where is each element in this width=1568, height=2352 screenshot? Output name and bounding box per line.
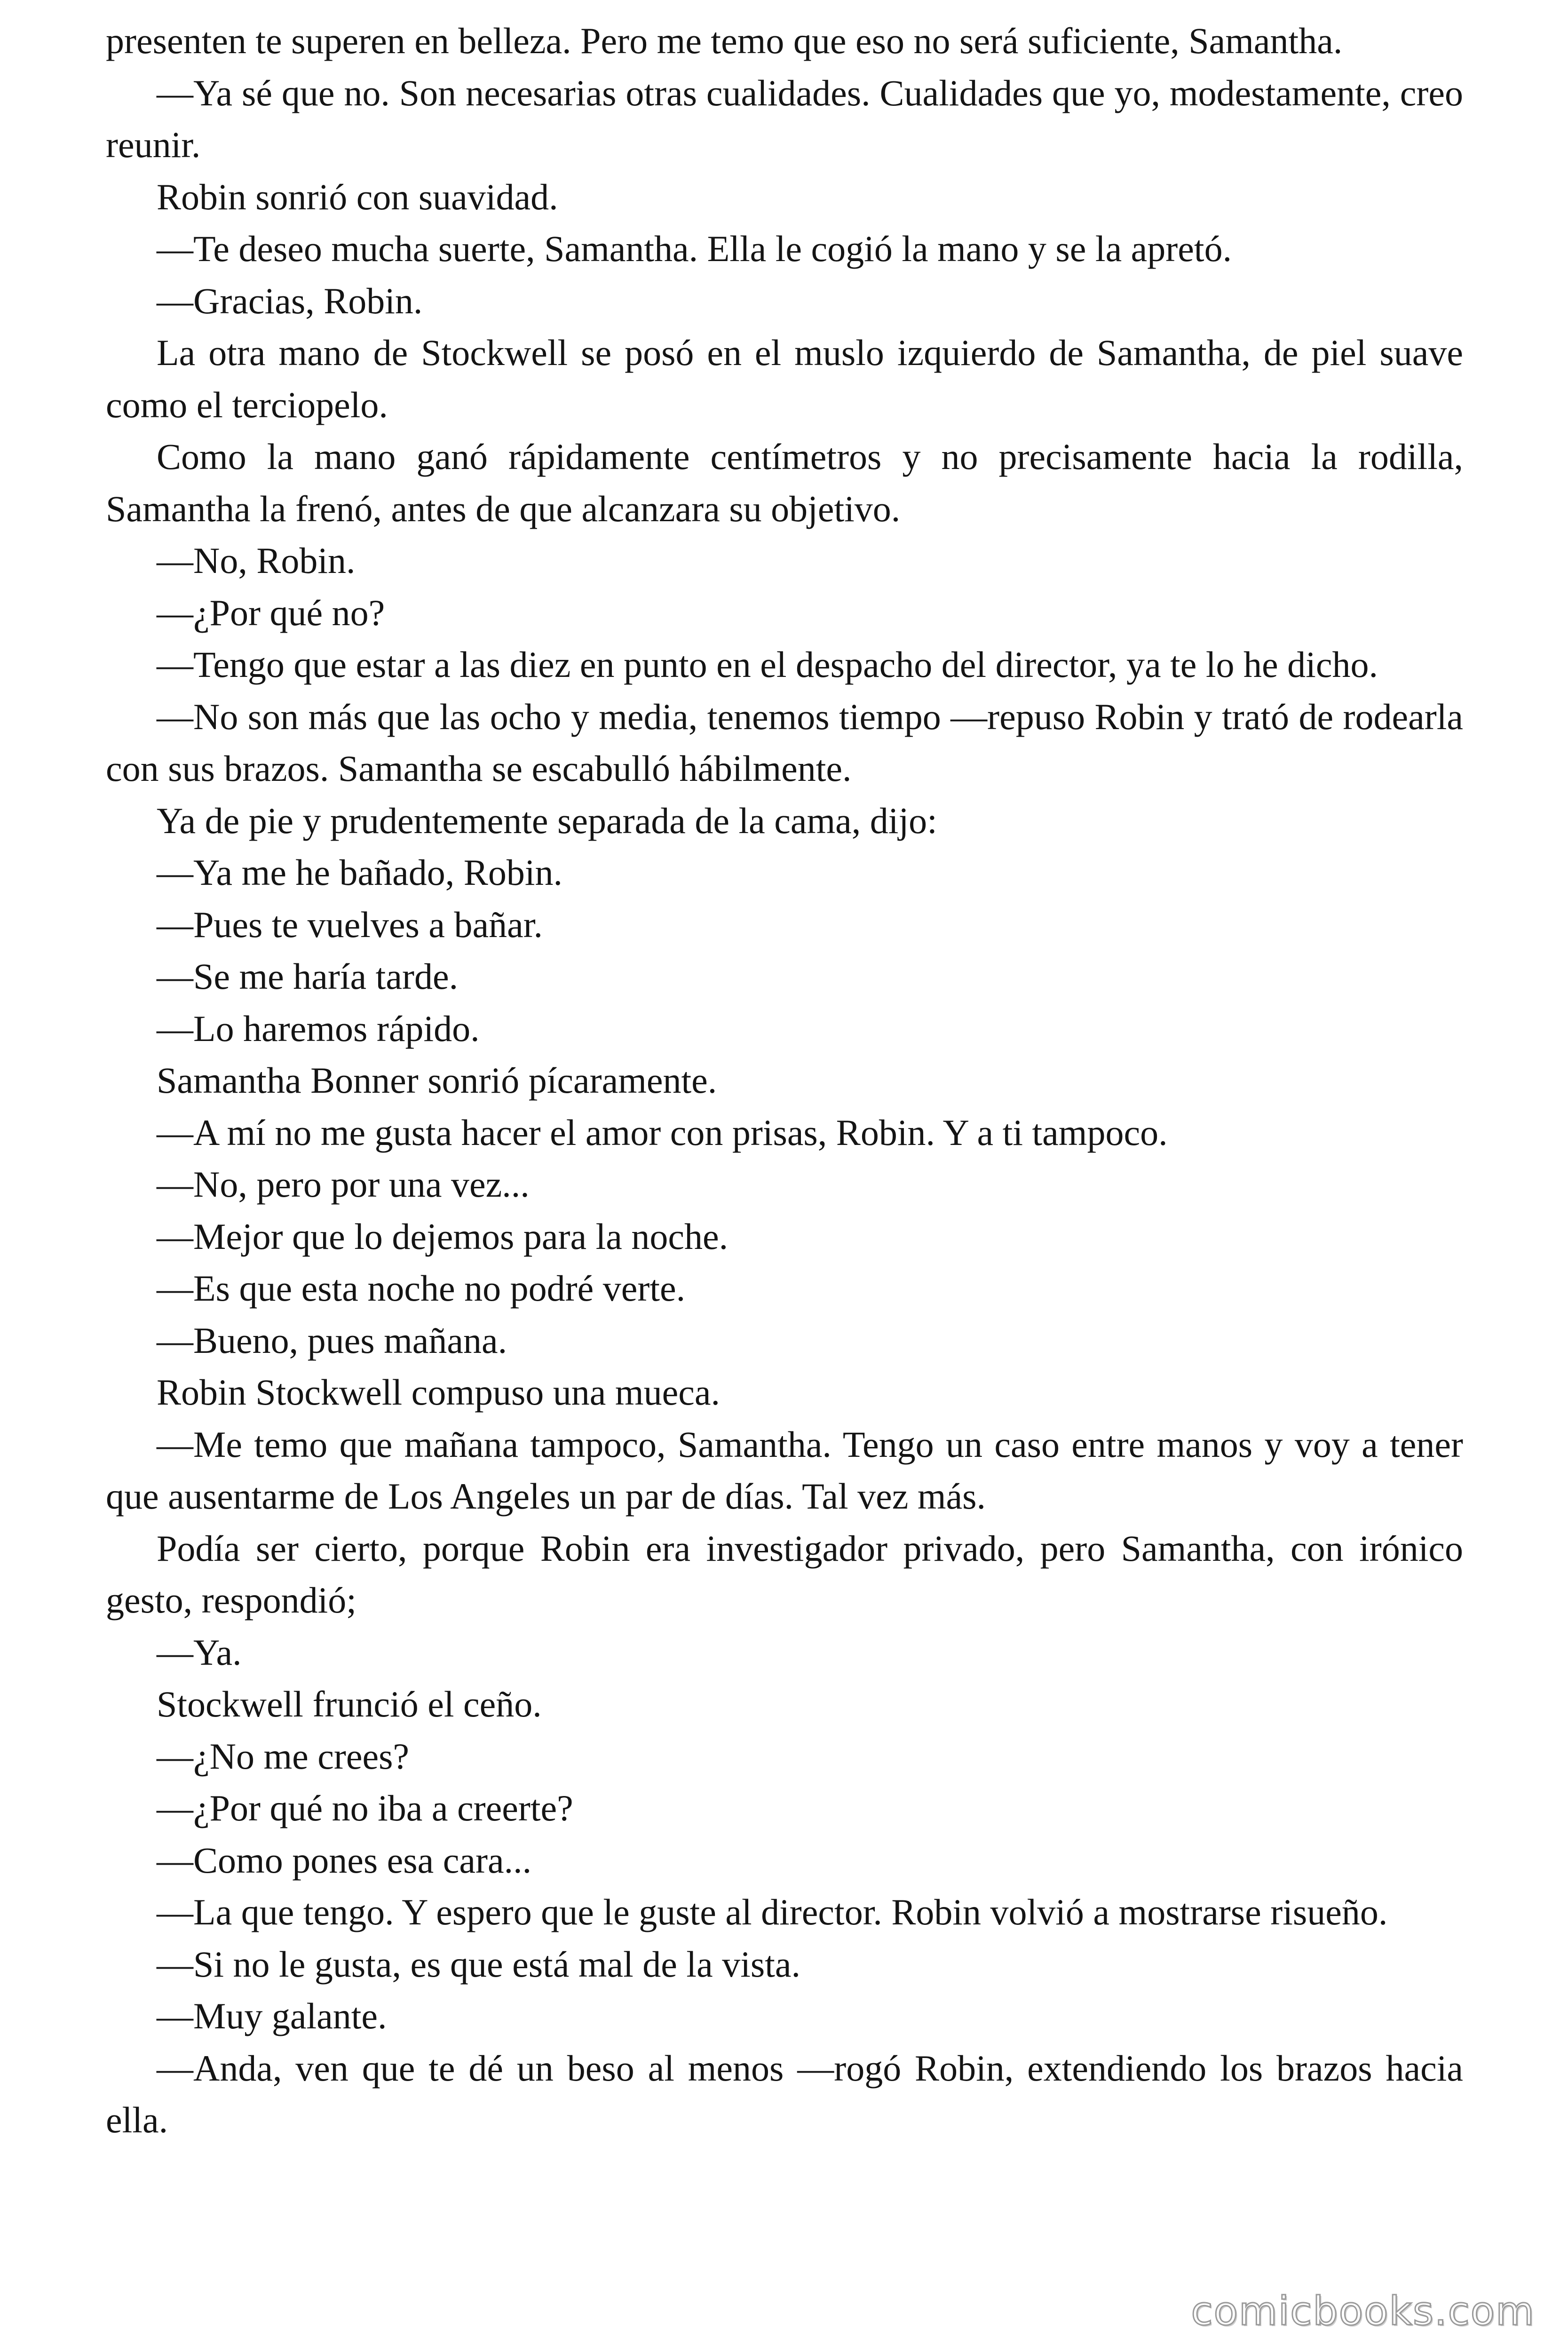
paragraph-32: —Si no le gusta, es que está mal de la vista. [157, 1943, 801, 1985]
paragraph-23: Robin Stockwell compuso una mueca. [157, 1372, 720, 1413]
paragraph-4: —Te deseo mucha suerte, Samantha. Ella le cogió la mano y se la apretó. [157, 228, 1232, 269]
paragraph-24: —Me temo que mañana tampoco, Samantha. Tengo un caso entre manos y voy a tener que ausentarme de Los Angeles un par de días. Tal vez más. [106, 1423, 1463, 1517]
paragraph-18: —A mí no me gusta hacer el amor con prisas, Robin. Y a ti tampoco. [157, 1112, 1168, 1153]
paragraph-28: —¿No me crees? [157, 1735, 410, 1777]
paragraph-33: —Muy galante. [157, 1995, 387, 2036]
paragraph-2: —Ya sé que no. Son necesarias otras cualidades. Cualidades que yo, modestamente, creo reunir. [106, 72, 1463, 165]
paragraph-16: —Lo haremos rápido. [157, 1008, 480, 1049]
paragraph-9: —¿Por qué no? [157, 592, 385, 633]
paragraph-11: —No son más que las ocho y media, tenemos tiempo —repuso Robin y trató de rodearla con sus brazos. Samantha se escabulló hábilmente. [106, 696, 1463, 789]
paragraph-29: —¿Por qué no iba a creerte? [157, 1788, 573, 1828]
paragraph-19: —No, pero por una vez... [157, 1164, 530, 1205]
paragraph-3: Robin sonrió con suavidad. [157, 176, 558, 217]
paragraph-13: —Ya me he bañado, Robin. [157, 852, 562, 893]
paragraph-27: Stockwell frunció el ceño. [157, 1684, 542, 1724]
paragraph-6: La otra mano de Stockwell se posó en el muslo izquierdo de Samantha, de piel suave como el terciopelo. [106, 332, 1463, 425]
paragraph-34: —Anda, ven que te dé un beso al menos —rogó Robin, extendiendo los brazos hacia ella. [106, 2047, 1463, 2140]
paragraph-21: —Es que esta noche no podré verte. [157, 1268, 686, 1309]
paragraph-31: —La que tengo. Y espero que le guste al director. Robin volvió a mostrarse risueño. [157, 1891, 1388, 1932]
paragraph-22: —Bueno, pues mañana. [157, 1319, 507, 1361]
paragraph-1: presenten te superen en belleza. Pero me temo que eso no será suficiente, Samantha. [106, 20, 1343, 61]
paragraph-25: Podía ser cierto, porque Robin era investigador privado, pero Samantha, con irónico gesto, respondió; [106, 1527, 1463, 1621]
paragraph-17: Samantha Bonner sonrió pícaramente. [157, 1060, 717, 1101]
document-body [106, 15, 1463, 2146]
paragraph-20: —Mejor que lo dejemos para la noche. [157, 1216, 729, 1257]
paragraph-26: —Ya. [157, 1631, 242, 1673]
watermark: comicbooks.com [1191, 2288, 1535, 2334]
paragraph-5: —Gracias, Robin. [157, 280, 423, 321]
paragraph-30: —Como pones esa cara... [157, 1839, 532, 1881]
paragraph-7: Como la mano ganó rápidamente centímetros y no precisamente hacia la rodilla, Samantha la frenó, antes de que alcanzara su objetivo. [106, 436, 1463, 529]
paragraph-12: Ya de pie y prudentemente separada de la cama, dijo: [157, 800, 937, 841]
paragraph-15: —Se me haría tarde. [157, 956, 459, 997]
paragraph-14: —Pues te vuelves a bañar. [157, 904, 543, 945]
paragraph-8: —No, Robin. [157, 540, 356, 581]
paragraph-10: —Tengo que estar a las diez en punto en el despacho del director, ya te lo he dicho. [157, 644, 1378, 685]
